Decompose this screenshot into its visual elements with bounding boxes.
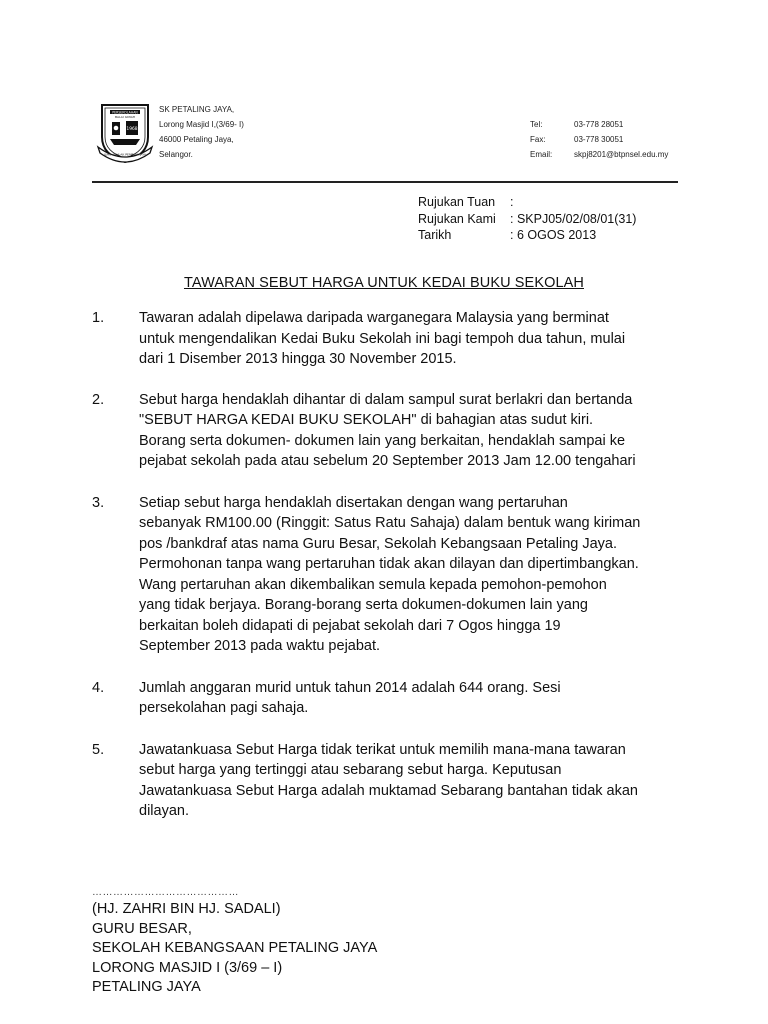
reference-block [418,194,636,244]
email-row [530,147,668,162]
letter-title: TAWARAN SEBUT HARGA UNTUK KEDAI BUKU SEKOLAH [183,275,584,291]
list-item [92,678,682,719]
item-text [139,740,675,822]
text-line: untuk mengendalikan Kedai Buku Sekolah ini bagi tempoh dua tahun, mulai [139,330,626,347]
text-line: yang tidak berjaya. Borang-borang serta dokumen-dokumen lain yang [139,597,588,613]
fax-value: 03-778 30051 [574,135,624,144]
item-text [139,308,675,370]
text-line: persekolahan pagi sahaja. [139,700,309,716]
text-line: sebanyak RM100.00 (Ringgit: Satus Ratu Sahaja) dalam bentuk wang kiriman [139,515,641,531]
email-value: skpj8201@btpnsel.edu.my [574,150,669,159]
text-line: Setiap sebut harga hendaklah disertakan dengan wang pertaruhan [139,494,568,511]
email-label: Email: [530,150,553,159]
signature-block [92,886,377,998]
text-line: dari 1 Disember 2013 hingga 30 November 2015. [139,351,457,367]
tarikh-row [418,227,636,244]
signatory-name: (HJ. ZAHRI BIN HJ. SADALI) [92,901,281,917]
fax-row [530,132,668,147]
crest-motto: ILMU AKHLAK PEMBINA JAYA [103,152,147,157]
signature-line: …………………………………… [92,887,239,898]
list-item [92,308,682,370]
text-line: September 2013 pada waktu pejabat. [139,638,381,654]
signatory-school: SEKOLAH KEBANGSAAN PETALING JAYA [92,940,378,956]
item-list [92,308,682,822]
rujukan-kami-row [418,211,636,228]
rujukan-tuan-label: Rujukan Tuan [418,195,496,209]
text-line: Jawatankuasa Sebut Harga tidak terikat untuk memilih mana-mana tawaran [139,741,626,758]
item-number: 5. [92,741,105,758]
text-line: Tawaran adalah dipelawa daripada warganegara Malaysia yang berminat [139,310,609,326]
fax-label: Fax: [530,135,546,144]
item-number: 3. [92,494,105,511]
address-line: Lorong Masjid I,(3/69- I) [159,120,244,129]
item-number: 1. [92,310,105,326]
rujukan-tuan-value: : [510,195,514,209]
item-text [139,493,675,657]
rujukan-tuan-row [418,194,636,211]
address-line: Selangor. [159,150,193,159]
signatory-city: PETALING JAYA [92,979,201,995]
text-line: Jumlah anggaran murid untuk tahun 2014 adalah 644 orang. Sesi [139,679,561,696]
text-line: Permohonan tanpa wang pertaruhan tidak akan dilayan dan dipertimbangkan. [139,556,639,572]
item-number: 2. [92,391,105,408]
list-item [92,740,682,822]
tel-row [530,117,668,132]
text-line: pos /bankdraf atas nama Guru Besar, Sekolah Kebangsaan Petaling Jaya. [139,535,618,552]
tarikh-value: : 6 OGOS 2013 [510,228,597,242]
school-crest-logo [96,101,154,165]
text-line: Wang pertaruhan akan dikembalikan semula kepada pemohon-pemohon [139,576,607,593]
address-line: 46000 Petaling Jaya, [159,135,234,144]
crest-mid-text: BALAI ILMIAH [114,115,136,119]
signatory-position: GURU BESAR, [92,920,192,937]
tel-value: 03-778 28051 [574,120,624,129]
text-line: dilayan. [139,803,189,819]
text-line: Borang serta dokumen- dokumen lain yang berkaitan, hendaklah sampai ke [139,432,626,449]
list-item [92,390,682,472]
crest-top-text: PERSEKOLAHAN [112,110,138,115]
tarikh-label: Tarikh [418,228,452,242]
text-line: sebut harga yang tertinggi atau sebarang sebut harga. Keputusan [139,762,562,778]
text-line: Jawatankuasa Sebut Harga adalah muktamad Sebarang bantahan tidak akan [139,782,638,799]
tel-label: Tel: [530,120,543,129]
school-address [159,102,244,162]
text-line: "SEBUT HARGA KEDAI BUKU SEKOLAH" di bahagian atas sudut kiri. [139,412,594,428]
text-line: Sebut harga hendaklah dihantar di dalam sampul surat berlakri dan bertanda [139,391,633,408]
item-text [139,678,675,719]
crest-year: 1968 [126,127,138,132]
contact-block [530,117,668,162]
header-divider [92,181,678,183]
item-number: 4. [92,679,105,696]
text-line: berkaitan boleh didapati di pejabat sekolah dari 7 Ogos hingga 19 [139,617,561,634]
school-name: SK PETALING JAYA, [159,105,235,114]
item-text [139,390,675,472]
signatory-street: LORONG MASJID I (3/69 – I) [92,959,283,976]
list-item [92,493,682,657]
text-line: pejabat sekolah pada atau sebelum 20 September 2013 Jam 12.00 tengahari [139,453,636,469]
rujukan-kami-label: Rujukan Kami [418,211,496,226]
rujukan-kami-value: : SKPJ05/02/08/01(31) [510,211,637,226]
